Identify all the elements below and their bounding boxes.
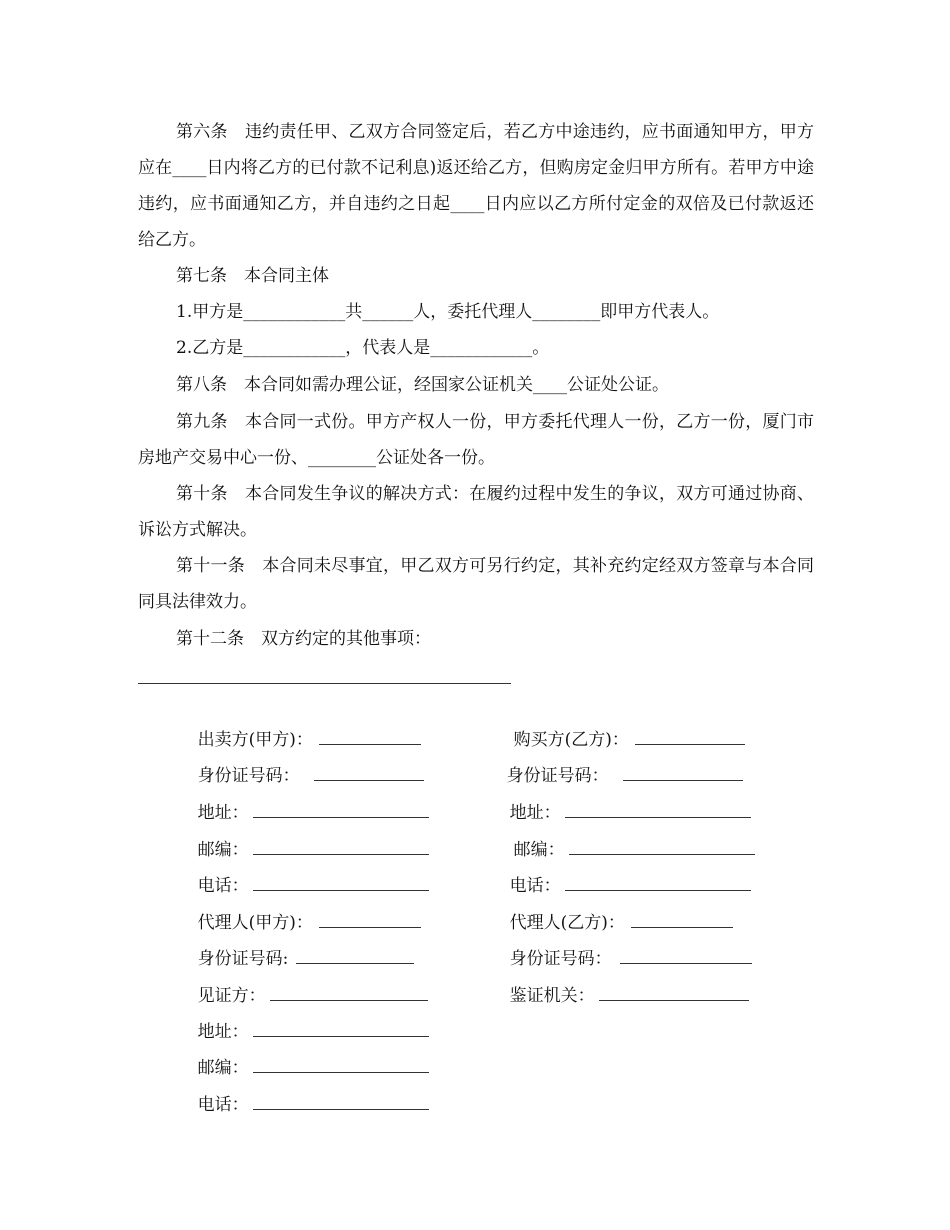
article-7-item-2: 2.乙方是____________，代表人是____________。 xyxy=(176,338,550,358)
buyer-address-label: 地址： xyxy=(509,803,561,823)
article-11: 第十一条 本合同未尽事宜，甲乙双方可另行约定，其补充约定经双方签章与本合同同具法律效力。 xyxy=(138,556,814,612)
witness-phone-blank[interactable] xyxy=(253,1093,429,1110)
buyer-postcode-label: 邮编： xyxy=(513,840,565,860)
article-9: 第九条 本合同一式份。甲方产权人一份，甲方委托代理人一份，乙方一份，厦门市房地产交易中心一份、________公证处各一份。 xyxy=(138,412,814,468)
buyer-agent-id-label: 身份证号码： xyxy=(509,949,612,969)
seller-postcode-label: 邮编： xyxy=(197,840,249,860)
witness-postcode-label: 邮编： xyxy=(197,1058,249,1078)
other-matters-blank-line[interactable] xyxy=(138,683,511,684)
article-6: 第六条 违约责任甲、乙双方合同签定后，若乙方中途违约，应书面通知甲方，甲方应在____日内将乙方的已付款不记利息)返还给乙方，但购房定金归甲方所有。若甲方中途违约，应书面通知乙方，并自违约之日起____日内应以乙方所付定金的双倍及已付款返还给乙方。 xyxy=(138,122,814,250)
witness-phone-label: 电话： xyxy=(197,1095,249,1115)
buyer-agent-label: 代理人(乙方)： xyxy=(509,913,625,933)
buyer-id-label: 身份证号码： xyxy=(506,766,609,786)
seller-id-label: 身份证号码： xyxy=(197,766,300,786)
article-7-item-1: 1.甲方是____________共______人，委托代理人________即甲方代表人。 xyxy=(176,302,720,322)
seller-agent-id-label: 身份证号码: xyxy=(197,949,289,969)
seller-label: 出卖方(甲方)： xyxy=(197,730,313,750)
buyer-label: 购买方(乙方)： xyxy=(513,730,629,750)
witness-label: 见证方： xyxy=(197,986,266,1006)
article-7: 第七条 本合同主体 xyxy=(176,266,329,286)
seller-agent-label: 代理人(甲方)： xyxy=(197,913,313,933)
authority-label: 鉴证机关： xyxy=(509,986,595,1006)
seller-phone-label: 电话： xyxy=(197,876,249,896)
article-12: 第十二条 双方约定的其他事项： xyxy=(176,629,431,649)
witness-phone-field xyxy=(176,1063,429,1147)
article-8: 第八条 本合同如需办理公证，经国家公证机关____公证处公证。 xyxy=(176,375,669,395)
witness-address-label: 地址： xyxy=(197,1022,249,1042)
buyer-phone-label: 电话： xyxy=(509,876,561,896)
authority-blank[interactable] xyxy=(599,984,749,1001)
seller-address-label: 地址： xyxy=(197,803,249,823)
authority-field xyxy=(488,954,749,1038)
article-10: 第十条 本合同发生争议的解决方式：在履约过程中发生的争议，双方可通过协商、诉讼方式解决。 xyxy=(138,484,814,540)
